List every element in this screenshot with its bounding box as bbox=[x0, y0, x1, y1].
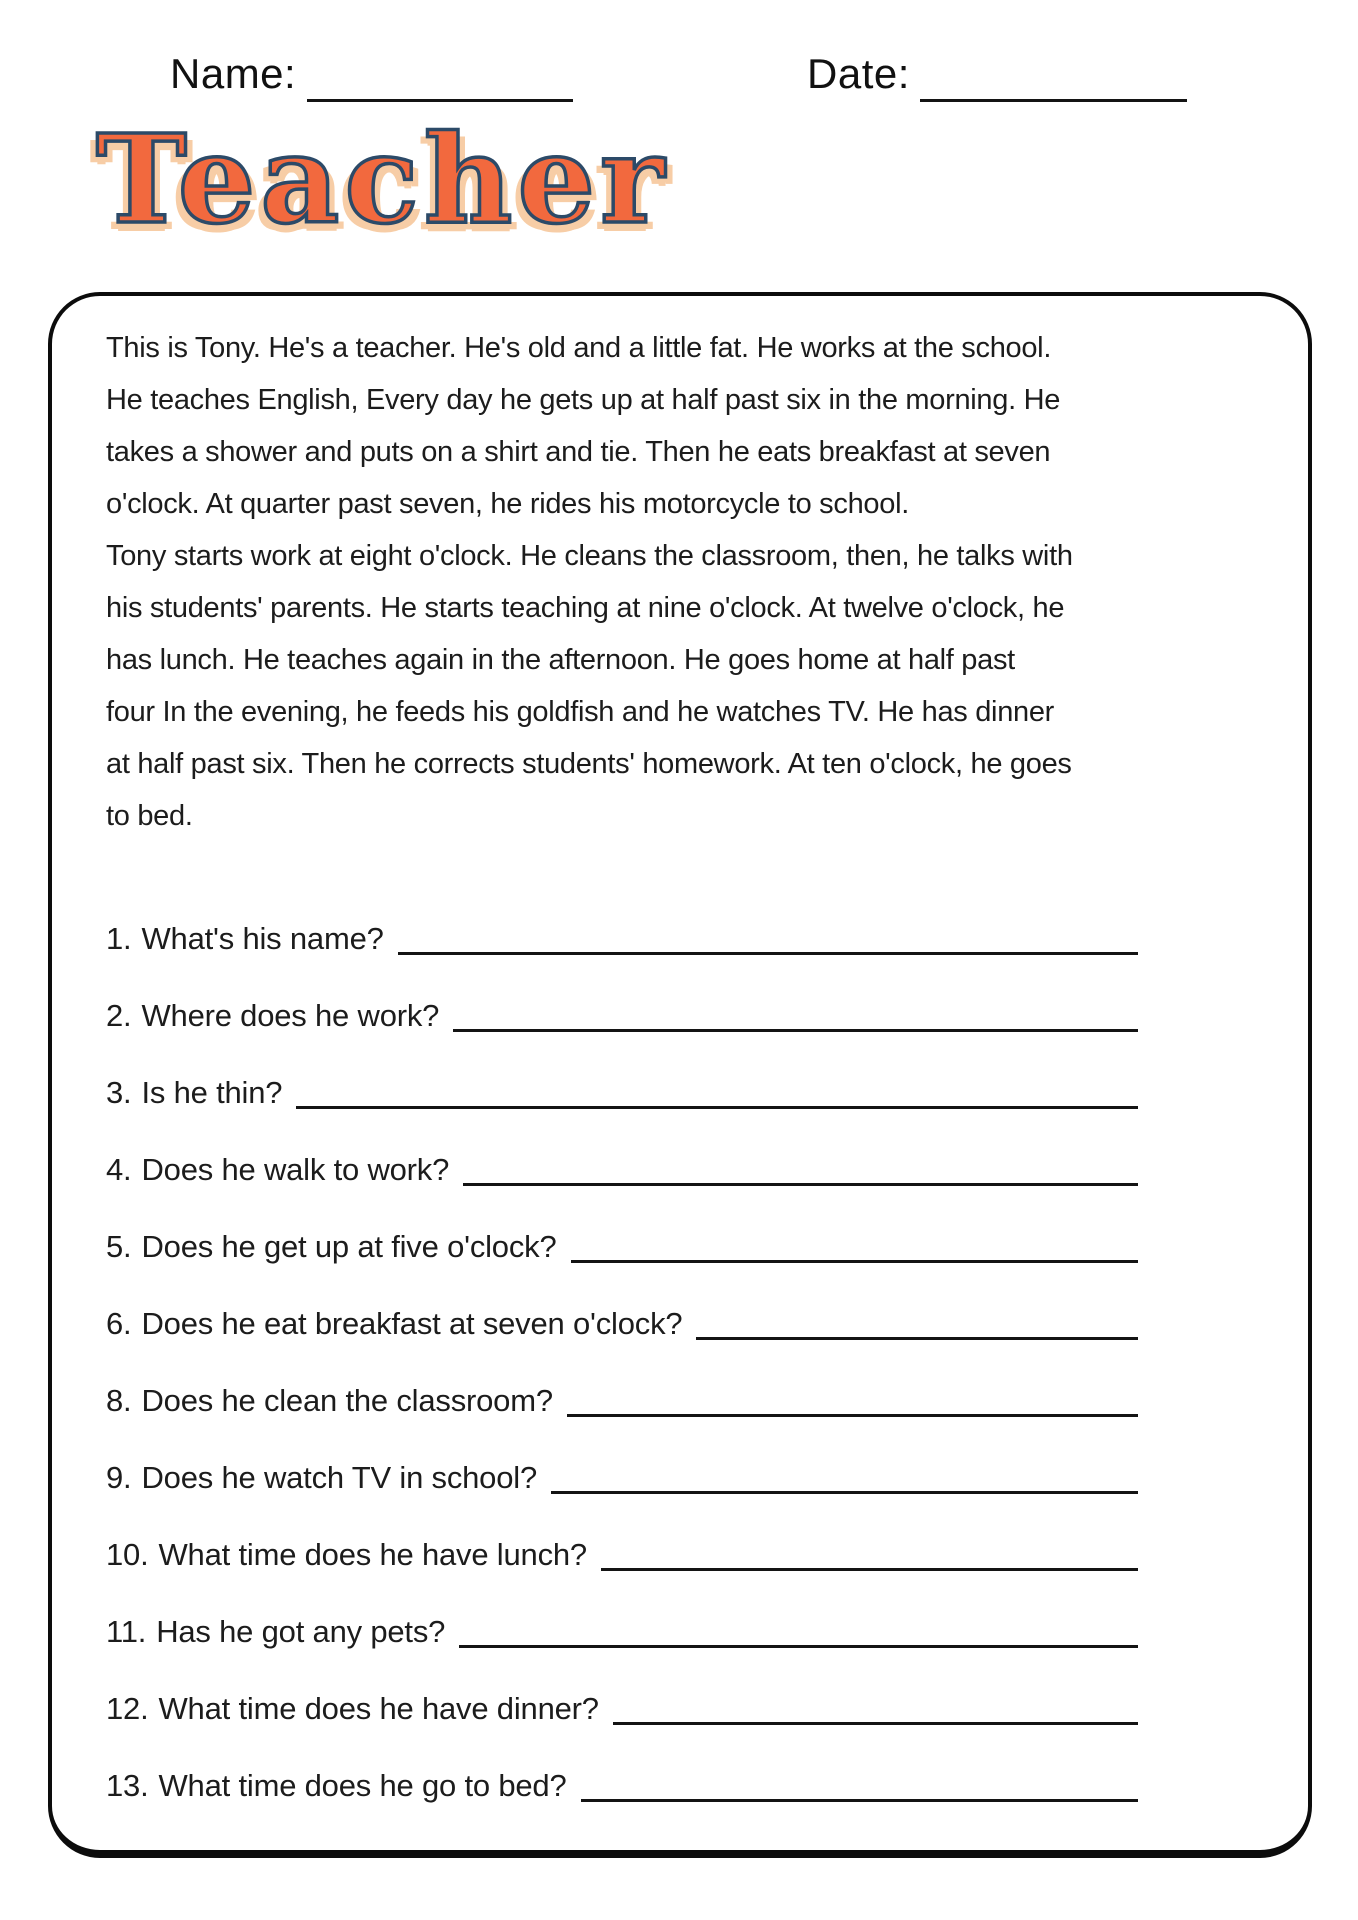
question-number: 13. bbox=[106, 1768, 149, 1803]
question-text: Does he eat breakfast at seven o'clock? bbox=[141, 1306, 683, 1341]
answer-blank-4[interactable] bbox=[463, 1176, 1138, 1186]
question-text: What time does he have lunch? bbox=[158, 1537, 587, 1572]
answer-blank-3[interactable] bbox=[296, 1099, 1138, 1109]
passage-line: o'clock. At quarter past seven, he rides his motorcycle to school. bbox=[106, 488, 909, 520]
question-number: 8. bbox=[106, 1383, 132, 1418]
question-number: 6. bbox=[106, 1306, 132, 1341]
worksheet-box bbox=[48, 292, 1312, 1858]
question-text: Where does he work? bbox=[141, 998, 440, 1033]
question-label bbox=[106, 1230, 557, 1264]
question-number: 2. bbox=[106, 998, 132, 1033]
answer-blank-9[interactable] bbox=[551, 1484, 1138, 1494]
answer-blank-8[interactable] bbox=[567, 1407, 1138, 1417]
date-label: Date: bbox=[807, 50, 910, 97]
question-row-11 bbox=[106, 1615, 1138, 1649]
question-label bbox=[106, 922, 384, 956]
date-blank[interactable] bbox=[920, 99, 1187, 102]
question-row-8 bbox=[106, 1384, 1138, 1418]
question-text: What time does he go to bed? bbox=[158, 1768, 567, 1803]
question-label bbox=[106, 1692, 599, 1726]
question-text: Does he watch TV in school? bbox=[141, 1460, 537, 1495]
answer-blank-5[interactable] bbox=[571, 1253, 1139, 1263]
question-label bbox=[106, 1538, 587, 1572]
question-row-1 bbox=[106, 922, 1138, 956]
passage-line: Tony starts work at eight o'clock. He cleans the classroom, then, he talks with bbox=[106, 540, 1073, 572]
question-row-13 bbox=[106, 1769, 1138, 1803]
question-number: 3. bbox=[106, 1075, 132, 1110]
passage-line: takes a shower and puts on a shirt and tie. Then he eats breakfast at seven bbox=[106, 436, 1051, 468]
question-number: 10. bbox=[106, 1537, 149, 1572]
question-number: 4. bbox=[106, 1152, 132, 1187]
question-list bbox=[106, 922, 1138, 1803]
question-text: Does he get up at five o'clock? bbox=[141, 1229, 557, 1264]
question-text: Does he walk to work? bbox=[141, 1152, 450, 1187]
answer-blank-6[interactable] bbox=[696, 1330, 1138, 1340]
question-label bbox=[106, 1615, 445, 1649]
question-row-12 bbox=[106, 1692, 1138, 1726]
question-label bbox=[106, 1153, 449, 1187]
question-row-3 bbox=[106, 1076, 1138, 1110]
question-row-9 bbox=[106, 1461, 1138, 1495]
name-label: Name: bbox=[170, 50, 297, 97]
answer-blank-1[interactable] bbox=[398, 945, 1138, 955]
passage-line: He teaches English, Every day he gets up at half past six in the morning. He bbox=[106, 384, 1061, 416]
question-row-4 bbox=[106, 1153, 1138, 1187]
answer-blank-10[interactable] bbox=[601, 1561, 1138, 1571]
question-text: Does he clean the classroom? bbox=[141, 1383, 553, 1418]
passage-line: his students' parents. He starts teaching at nine o'clock. At twelve o'clock, he bbox=[106, 592, 1065, 624]
answer-blank-12[interactable] bbox=[613, 1715, 1138, 1725]
question-label bbox=[106, 1769, 567, 1803]
question-label bbox=[106, 1384, 553, 1418]
question-row-10 bbox=[106, 1538, 1138, 1572]
question-text: What time does he have dinner? bbox=[158, 1691, 599, 1726]
question-row-5 bbox=[106, 1230, 1138, 1264]
question-row-2 bbox=[106, 999, 1138, 1033]
question-label bbox=[106, 1307, 682, 1341]
answer-blank-11[interactable] bbox=[459, 1638, 1138, 1648]
passage-line: has lunch. He teaches again in the afternoon. He goes home at half past bbox=[106, 644, 1015, 676]
question-label bbox=[106, 1076, 282, 1110]
passage-line: four In the evening, he feeds his goldfish and he watches TV. He has dinner bbox=[106, 696, 1055, 728]
question-text: What's his name? bbox=[141, 921, 384, 956]
question-label bbox=[106, 999, 439, 1033]
reading-passage bbox=[106, 322, 1274, 842]
question-label bbox=[106, 1461, 537, 1495]
answer-blank-13[interactable] bbox=[581, 1792, 1139, 1802]
question-number: 1. bbox=[106, 921, 132, 956]
question-number: 9. bbox=[106, 1460, 132, 1495]
question-number: 11. bbox=[106, 1614, 147, 1649]
question-text: Has he got any pets? bbox=[156, 1614, 446, 1649]
page-title: Teacher bbox=[96, 107, 670, 251]
question-number: 5. bbox=[106, 1229, 132, 1264]
question-row-6 bbox=[106, 1307, 1138, 1341]
question-number: 12. bbox=[106, 1691, 149, 1726]
passage-line: at half past six. Then he corrects students' homework. At ten o'clock, he goes bbox=[106, 748, 1072, 780]
passage-line: This is Tony. He's a teacher. He's old and a little fat. He works at the school. bbox=[106, 332, 1052, 364]
answer-blank-2[interactable] bbox=[453, 1022, 1138, 1032]
name-blank[interactable] bbox=[307, 99, 573, 102]
passage-line: to bed. bbox=[106, 800, 193, 832]
question-text: Is he thin? bbox=[141, 1075, 283, 1110]
